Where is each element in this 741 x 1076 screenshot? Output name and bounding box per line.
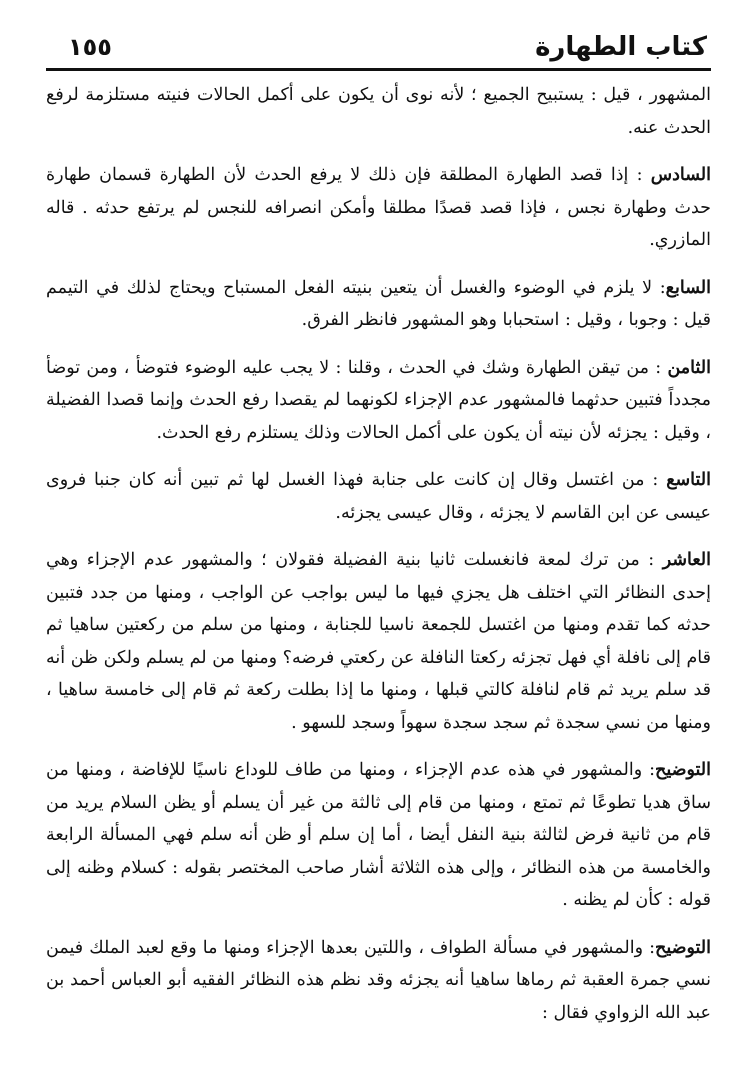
paragraph-text: : لا يلزم في الوضوء والغسل أن يتعين بنيته الفعل المستباح ويحتاج لذلك في التيمم قيل : وجوبا ، وقيل : استحبابا وهو المشهور فانظر الفرق. [46,277,711,330]
paragraph-lead: التاسع [666,470,711,490]
paragraph-3 [46,272,711,337]
paragraph-text: : من اغتسل وقال إن كانت على جنابة فهذا الغسل لها ثم تبين أنه كان جنبا فروى عيسى عن ابن القاسم لا يجزئه ، وقال عيسى يجزئه. [46,470,711,523]
paragraph-text: : والمشهور في هذه عدم الإجزاء ، ومنها من طاف للوداع ناسيًا للإفاضة ، ومنها من ساق هديا تطوعًا ثم تمتع ، ومنها من قام إلى ثالثة من غير أن يسلم أو يظن السلام يريد من قام من ثانية فرض لثالثة بنية النفل أيضا ، أما إن سلم أو ظن أنه سلم فهي المسألة الرابعة والخامسة من هذه النظائر ، وإلى هذه الثلاثة أشار صاحب المختصر بقوله : كسلام وظنه إلى قوله : كأن لم يظنه . [46,760,711,910]
paragraph-lead: السادس [650,165,711,185]
header-rule [46,68,711,71]
paragraph-text: : إذا قصد الطهارة المطلقة فإن ذلك لا يرفع الحدث لأن الطهارة قسمان طهارة حدث وطهارة نجس ، فإذا قصد قصدًا مطلقا وأمكن انصرافه للنجس لم يرتفع حدثه . قاله المازري. [46,165,711,250]
paragraph-2 [46,159,711,257]
paragraph-lead: العاشر [662,550,711,570]
paragraph-lead: التوضيح [655,937,711,958]
paragraph-lead: التوضيح [655,760,711,780]
paragraph-4 [46,352,711,450]
paragraph-text: : والمشهور في مسألة الطواف ، واللتين بعدها الإجزاء ومنها ما وقع لعبد الملك فيمن نسي جمرة العقبة ثم رماها ساهيا أنه يجزئه وقد نظم هذه النظائر الفقيه أبو العباس أحمد بن عبد الله الزواوي فقال : [46,937,711,1023]
book-title: كتاب الطهارة [535,32,707,62]
paragraph-text: : من ترك لمعة فانغسلت ثانيا بنية الفضيلة فقولان ؛ والمشهور عدم الإجزاء وهي إحدى النظائر التي اختلف هل يجزي فيها ما ليس بواجب عن الواجب ، ومنها من جدد فتبين حدثه كما تقدم ومنها من اغتسل للجمعة ناسيا للجنابة ، ومنها من سلم من ركعتين ساهيا ثم قام إلى نافلة أي فهل تجزئه ركعتا النافلة عن ركعتي فرضه؟ ومنها من لم يسلم ولكن ظن أنه قد سلم يريد ثم قام لنافلة كالتي قبلها ، ومنها ما إذا بطلت ركعة ثم قام إلى خامسة ساهيا ، ومنها من نسي سجدة ثم سجد سجدة سهواً وسجد للسهو . [46,550,711,733]
paragraph-8 [46,932,711,1030]
paragraph-text: : من تيقن الطهارة وشك في الحدث ، وقلنا : لا يجب عليه الوضوء فتوضأ ، ومن توضأ مجدداً فتبين حدثهما فالمشهور عدم الإجزاء لكونهما لم يقصدا رفع الحدث وإنما قصدا الفضيلة ، وقيل : يجزئه لأن نيته أن يكون على أكمل الحالات وذلك يستلزم رفع الحدث. [46,357,711,443]
paragraph-text: المشهور ، قيل : يستبيح الجميع ؛ لأنه نوى أن يكون على أكمل الحالات فنيته مستلزمة لرفع الحدث عنه. [46,85,711,138]
paragraph-7 [46,754,711,917]
running-header [46,28,711,64]
paragraph-1 [46,79,711,144]
paragraph-lead: السابع [665,277,711,298]
page-number: ١٥٥ [68,33,112,61]
paragraph-6 [46,544,711,739]
paragraph-5 [46,464,711,529]
paragraph-lead: الثامن [667,357,711,378]
